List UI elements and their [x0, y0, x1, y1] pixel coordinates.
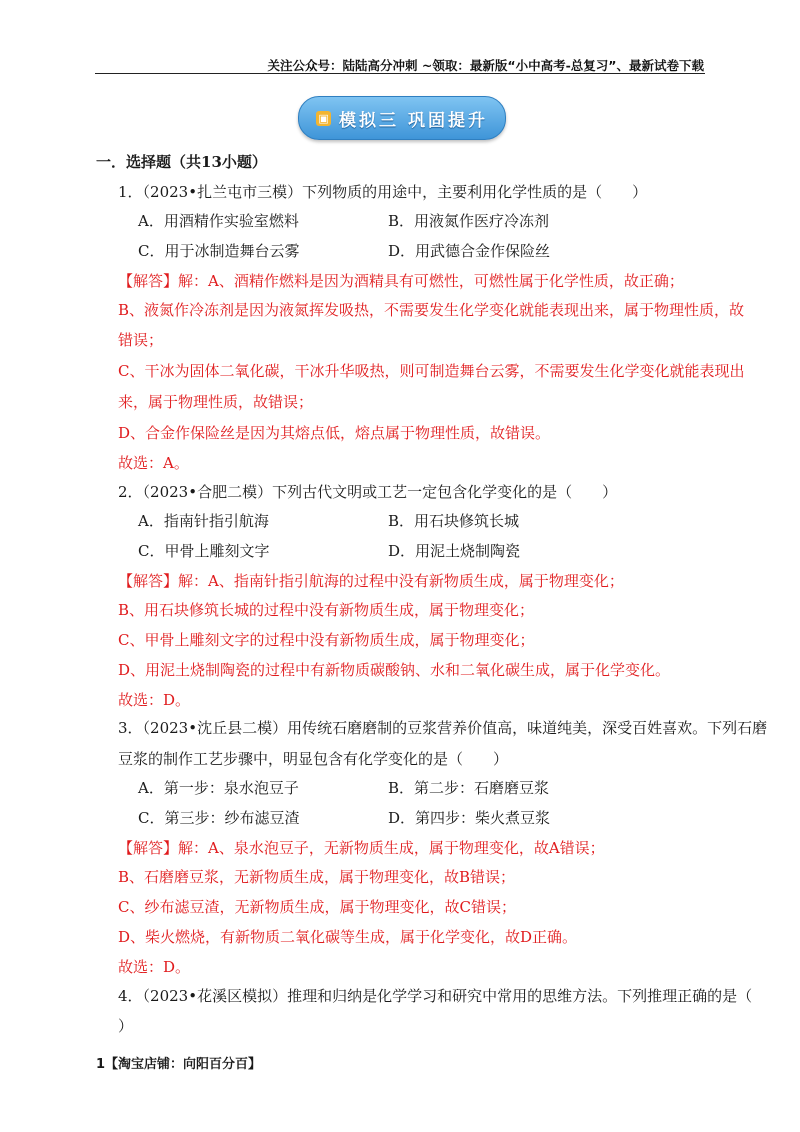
answer-choice: 故选：D。 [118, 691, 191, 709]
question-stem-cont: ） [118, 1017, 134, 1035]
header-divider [95, 73, 705, 74]
page-footer: 1【淘宝店铺：向阳百分百】 [96, 1057, 262, 1072]
option-d: D．第四步：柴火煮豆浆 [388, 809, 551, 827]
answer-line: 错误； [118, 331, 164, 349]
option-a: A．指南针指引航海 [138, 512, 269, 530]
question-stem: 3．（2023•沈丘县二模）用传统石磨磨制的豆浆营养价值高，味道纯美，深受百姓喜欢。下列石磨 [118, 719, 768, 737]
answer-line: B、石磨磨豆浆，无新物质生成，属于物理变化，故B错误； [118, 868, 516, 886]
question-stem: 1．（2023•扎兰屯市三模）下列物质的用途中，主要利用化学性质的是（ ） [118, 183, 648, 201]
question-stem: 4．（2023•花溪区模拟）推理和归纳是化学学习和研究中常用的思维方法。下列推理正确的是（ [118, 987, 753, 1005]
answer-line: 【解答】解：A、泉水泡豆子，无新物质生成，属于物理变化，故A错误； [118, 839, 605, 857]
option-c: C．用于冰制造舞台云雾 [138, 242, 300, 260]
answer-line: C、干冰为固体二氧化碳，干冰升华吸热，则可制造舞台云雾，不需要发生化学变化就能表现出 [118, 362, 745, 380]
book-icon: ▣ [316, 111, 331, 126]
answer-line: C、纱布滤豆渣，无新物质生成，属于物理变化，故C错误； [118, 898, 516, 916]
question-stem-cont: 豆浆的制作工艺步骤中，明显包含有化学变化的是（ ） [118, 750, 509, 768]
answer-choice: 故选：A。 [118, 454, 189, 472]
answer-line: B、液氮作冷冻剂是因为液氮挥发吸热，不需要发生化学变化就能表现出来，属于物理性质，故 [118, 301, 745, 319]
option-b: B．用石块修筑长城 [388, 512, 520, 530]
answer-line: 来，属于物理性质，故错误； [118, 393, 314, 411]
option-b: B．用液氮作医疗冷冻剂 [388, 212, 550, 230]
answer-line: D、合金作保险丝是因为其熔点低，熔点属于物理性质，故错误。 [118, 424, 551, 442]
answer-line: D、柴火燃烧，有新物质二氧化碳等生成，属于化学变化，故D正确。 [118, 928, 578, 946]
option-b: B．第二步：石磨磨豆浆 [388, 779, 550, 797]
answer-choice: 故选：D。 [118, 958, 191, 976]
answer-line: 【解答】解：A、指南针指引航海的过程中没有新物质生成，属于物理变化； [118, 572, 624, 590]
option-d: D．用泥土烧制陶瓷 [388, 542, 521, 560]
option-c: C．第三步：纱布滤豆渣 [138, 809, 300, 827]
section-title: 一．选择题（共13小题） [96, 153, 267, 171]
banner-title: 模拟三 巩固提升 [339, 110, 488, 131]
option-a: A．第一步：泉水泡豆子 [138, 779, 299, 797]
option-d: D．用武德合金作保险丝 [388, 242, 551, 260]
option-c: C．甲骨上雕刻文字 [138, 542, 270, 560]
answer-line: D、用泥土烧制陶瓷的过程中有新物质碳酸钠、水和二氧化碳生成，属于化学变化。 [118, 661, 671, 679]
answer-line: B、用石块修筑长城的过程中没有新物质生成，属于物理变化； [118, 601, 535, 619]
section-banner [298, 96, 506, 140]
answer-line: 【解答】解：A、酒精作燃料是因为酒精具有可燃性，可燃性属于化学性质，故正确； [118, 272, 684, 290]
answer-line: C、甲骨上雕刻文字的过程中没有新物质生成，属于物理变化； [118, 631, 535, 649]
question-stem: 2．（2023•合肥二模）下列古代文明或工艺一定包含化学变化的是（ ） [118, 483, 618, 501]
page-header: 关注公众号：陆陆高分冲刺 ~领取：最新版“小中高考-总复习”、最新试卷下载 [267, 58, 704, 73]
option-a: A．用酒精作实验室燃料 [138, 212, 299, 230]
